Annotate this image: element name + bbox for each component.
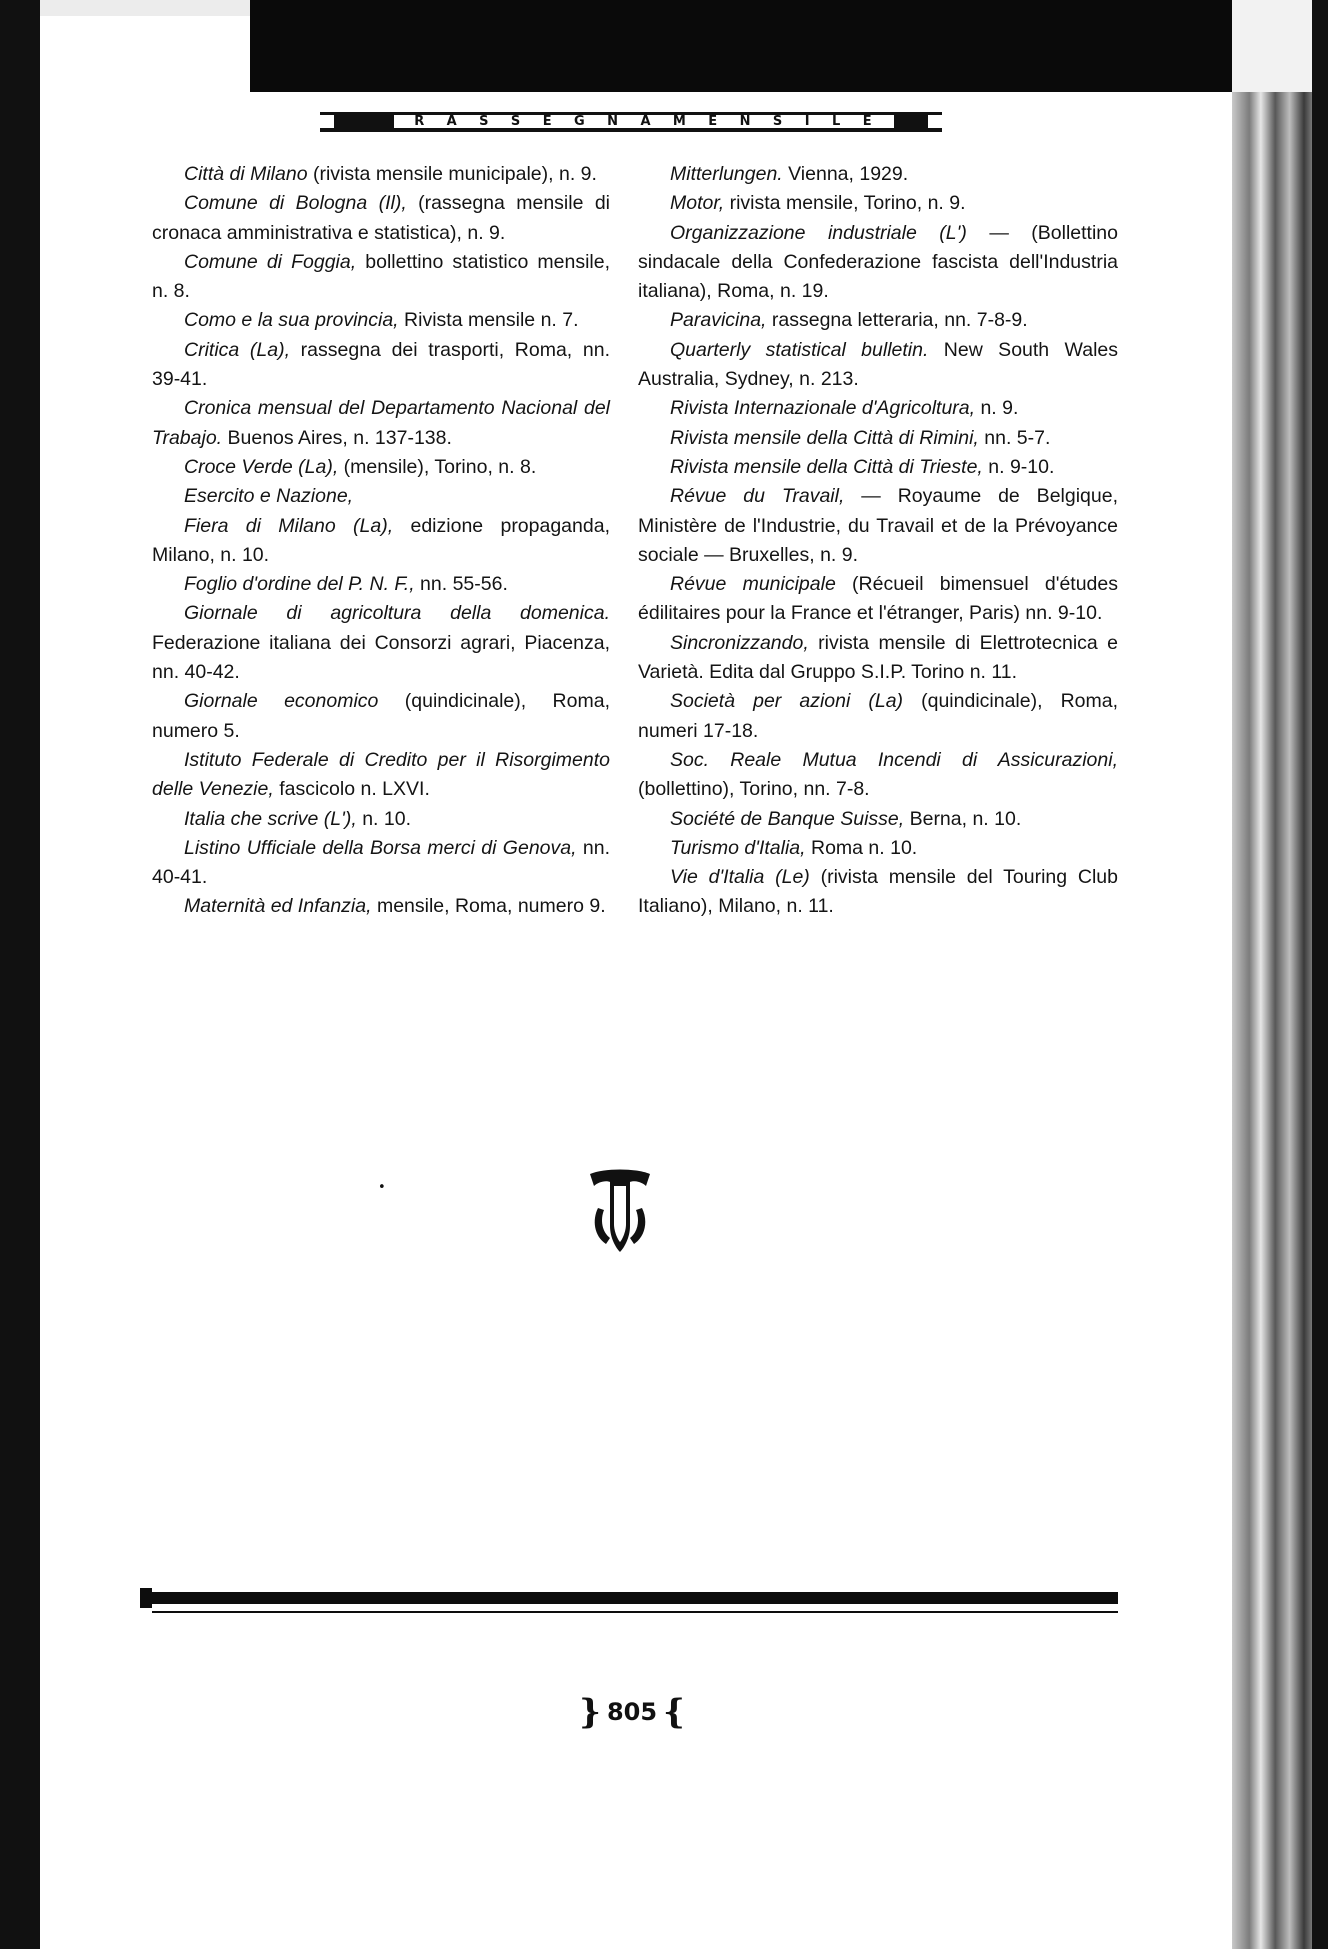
- publication-details: — (Bollettino sindacale della Confederazione fascista dell'Industria italiana), Roma, n. 19.: [638, 221, 1118, 303]
- publication-title: Révue du Travail,: [670, 485, 845, 508]
- listing-entry: [152, 570, 610, 599]
- publication-title: Vie d'Italia (Le): [670, 866, 810, 889]
- publication-title: Rivista mensile della Città di Rimini,: [670, 426, 979, 449]
- publication-title: Esercito e Nazione,: [184, 485, 354, 508]
- publication-title: Révue municipale: [670, 573, 836, 596]
- listing-entry: [638, 687, 1118, 746]
- listing-entry: [152, 834, 610, 893]
- publication-details: Rivista mensile n. 7.: [398, 309, 579, 332]
- listing-entry: [152, 599, 610, 687]
- header-title: [394, 114, 894, 129]
- listing-entry: [152, 248, 610, 307]
- listing-entry: [638, 219, 1118, 307]
- publication-details: mensile, Roma, numero 9.: [371, 895, 606, 918]
- publication-title: Paravicina,: [670, 309, 767, 332]
- header-letter: E: [708, 114, 720, 129]
- header-letter: A: [446, 114, 459, 129]
- listing-entry: [638, 570, 1118, 629]
- listing-entry: [152, 306, 610, 335]
- publication-details: Vienna, 1929.: [782, 163, 909, 185]
- publication-details: rassegna dei trasporti, Roma, nn. 39-41.: [152, 338, 610, 391]
- listing-entry: [638, 424, 1118, 453]
- listing-entry: [152, 512, 610, 571]
- listing-entry: [638, 746, 1118, 805]
- right-column: [638, 160, 1118, 922]
- header-letter: L: [831, 114, 843, 129]
- brace-right-icon: {: [663, 1692, 685, 1732]
- left-column: [152, 160, 610, 922]
- header-letter: S: [510, 114, 523, 129]
- header-letter: A: [640, 114, 653, 129]
- publication-title: Foglio d'ordine del P. N. F.,: [184, 573, 415, 596]
- emblem-icon: [584, 1168, 656, 1256]
- listing-entry: [152, 687, 610, 746]
- publication-details: (rivista mensile municipale), n. 9.: [307, 163, 597, 185]
- publication-title: Fiera di Milano (La),: [184, 514, 394, 537]
- publication-details: (Récueil bimensuel d'études édilitaires pour la France et l'étranger, Paris) nn. 9-10.: [638, 573, 1118, 625]
- listing-entry: [638, 306, 1118, 335]
- header-letter: E: [542, 114, 554, 129]
- publication-title: Rivista Internazionale d'Agricoltura,: [670, 397, 976, 420]
- publication-title: Critica (La),: [184, 338, 291, 361]
- publication-title: Comune di Bologna (Il),: [184, 192, 407, 215]
- header-letter: I: [804, 114, 812, 129]
- publication-title: Cronica mensual del Departamento Nacional del Trabajo.: [152, 397, 610, 449]
- listing-entry: [152, 394, 610, 453]
- publication-details: nn. 5-7.: [978, 426, 1051, 449]
- publication-details: rassegna letteraria, nn. 7-8-9.: [766, 309, 1028, 332]
- listing-entry: [638, 336, 1118, 395]
- publication-title: Turismo d'Italia,: [670, 836, 806, 859]
- running-header: [320, 112, 942, 132]
- listing-entry: [152, 189, 610, 248]
- header-letter: S: [772, 114, 785, 129]
- publication-details: fascicolo n. LXVI.: [273, 778, 430, 801]
- publication-title: Giornale economico: [184, 690, 379, 713]
- publication-details: edizione propaganda, Milano, n. 10.: [152, 514, 610, 566]
- bullet-mark: •: [378, 1180, 386, 1195]
- publication-title: Como e la sua provincia,: [184, 309, 399, 332]
- publication-details: n. 9-10.: [982, 455, 1055, 478]
- footer-rule-cap: [140, 1588, 152, 1608]
- listing-entry: [638, 629, 1118, 688]
- scan-top-border: [250, 0, 1312, 92]
- publication-title: Soc. Reale Mutua Incendi di Assicurazioni,: [670, 748, 1118, 771]
- page-number: [562, 1694, 702, 1730]
- publication-details: n. 9.: [975, 397, 1019, 420]
- publication-details: Roma n. 10.: [805, 836, 918, 859]
- listing-entry: [152, 892, 610, 921]
- header-letter: G: [574, 114, 587, 129]
- listing-entry: [152, 160, 610, 189]
- publication-title: Istituto Federale di Credito per il Risorgimento delle Venezie,: [152, 748, 610, 801]
- listing-entry: [638, 805, 1118, 834]
- listing-entry: [152, 453, 610, 482]
- publication-title: Rivista mensile della Città di Trieste,: [670, 455, 983, 478]
- publication-title: Italia che scrive (L'),: [184, 807, 357, 830]
- publication-details: (bollettino), Torino, nn. 7-8.: [638, 778, 870, 801]
- publication-details: (quindicinale), Roma, numeri 17-18.: [638, 690, 1119, 742]
- listing-entry: [152, 482, 610, 511]
- publication-details: rivista mensile di Elettrotecnica e Varietà. Edita dal Gruppo S.I.P. Torino n. 11.: [638, 631, 1118, 684]
- listing-entry: [638, 834, 1118, 863]
- header-letter: R: [414, 114, 427, 129]
- listing-entry: [152, 336, 610, 395]
- publication-details: bollettino statistico mensile, n. 8.: [152, 250, 611, 303]
- listing-entry: [638, 394, 1118, 423]
- brace-left-icon: }: [579, 1692, 601, 1732]
- publication-title: Sincronizzando,: [670, 631, 809, 654]
- publication-details: Buenos Aires, n. 137-138.: [222, 426, 452, 449]
- publication-title: Giornale di agricoltura della domenica.: [184, 602, 610, 625]
- publication-title: Maternità ed Infanzia,: [184, 895, 372, 918]
- listing-entry: [152, 805, 610, 834]
- listing-entry: [638, 189, 1118, 218]
- listing-entry: [152, 746, 610, 805]
- publication-details: (mensile), Torino, n. 8.: [338, 455, 537, 478]
- publication-title: Quarterly statistical bulletin.: [670, 338, 929, 361]
- publication-title: Motor,: [670, 192, 725, 215]
- publication-details: rivista mensile, Torino, n. 9.: [724, 192, 966, 215]
- footer-rule-thin: [152, 1611, 1118, 1613]
- header-letter: S: [479, 114, 491, 129]
- header-letter: N: [607, 114, 621, 129]
- publication-details: nn. 55-56.: [414, 573, 508, 596]
- footer-rule: [152, 1592, 1118, 1604]
- publication-details: Federazione italiana dei Consorzi agrari, Piacenza, nn. 40-42.: [152, 631, 610, 684]
- publication-title: Croce Verde (La),: [184, 455, 339, 478]
- publication-title: Comune di Foggia,: [184, 250, 357, 273]
- header-letter: E: [862, 114, 874, 129]
- publication-details: New South Wales Australia, Sydney, n. 213.: [638, 338, 1118, 391]
- publication-details: Berna, n. 10.: [904, 807, 1022, 830]
- listing-entry: [638, 160, 1118, 189]
- publication-details: — Royaume de Belgique, Ministère de l'Industrie, du Travail et de la Prévoyance sociale — Bruxelles, n. 9.: [638, 485, 1118, 566]
- publication-details: (rivista mensile del Touring Club Italiano), Milano, n. 11.: [638, 866, 1118, 918]
- header-ornament-left: [334, 115, 394, 129]
- header-letter: N: [739, 114, 753, 129]
- scan-right-border: [1312, 0, 1328, 1949]
- publication-title: Société de Banque Suisse,: [670, 807, 905, 830]
- publication-title: Mitterlungen.: [670, 163, 783, 185]
- scan-left-border: [0, 0, 40, 1949]
- publication-details: n. 10.: [356, 807, 411, 830]
- listing-entry: [638, 482, 1118, 570]
- page-number-value: 805: [606, 1698, 658, 1726]
- publication-title: Listino Ufficiale della Borsa merci di Genova,: [184, 836, 577, 859]
- publication-title: Società per azioni (La): [670, 690, 904, 713]
- publication-details: (quindicinale), Roma, numero 5.: [152, 690, 610, 742]
- publication-details: (rassegna mensile di cronaca amministrativa e statistica), n. 9.: [152, 192, 610, 244]
- header-letter: M: [672, 114, 688, 129]
- listing-entry: [638, 863, 1118, 922]
- publication-details: nn. 40-41.: [152, 836, 610, 889]
- publication-title: Città di Milano: [184, 163, 308, 185]
- header-ornament-right: [894, 115, 928, 129]
- publication-title: Organizzazione industriale (L'): [670, 221, 967, 244]
- listing-entry: [638, 453, 1118, 482]
